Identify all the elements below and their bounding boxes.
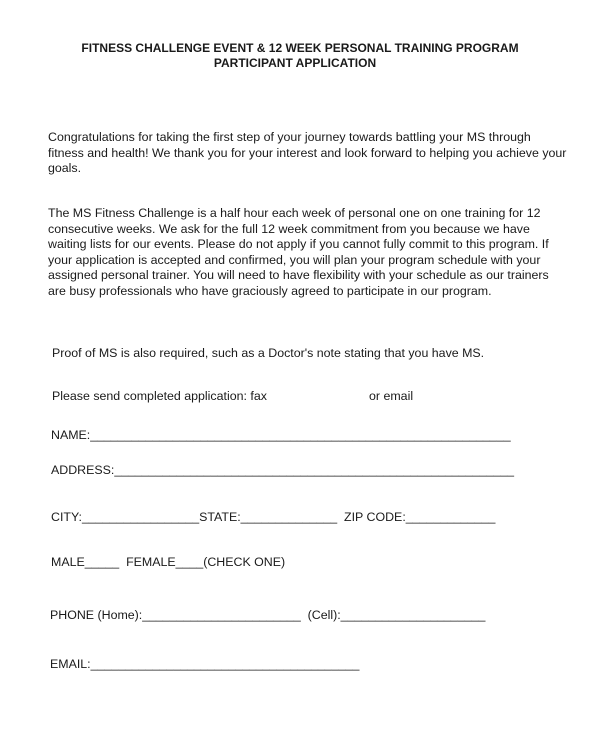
name-field[interactable]: NAME:_____________________________________________________________ bbox=[51, 428, 511, 442]
program-paragraph: The MS Fitness Challenge is a half hour each week of personal one on one training for 12 consecutive weeks. We ask for the full 12 week commitment from you because we have waiting lists for our events. Please do not apply if you cannot fully commit to this program. If your application is accepted and confirmed, you will plan your program schedule with your assigned personal trainer. You will need to have flexibility with your schedule as our trainers are busy professionals who have graciously agreed to participate in our program. bbox=[48, 206, 549, 298]
address-field[interactable]: ADDRESS:__________________________________________________________ bbox=[51, 463, 515, 477]
or-email-label: or email bbox=[369, 389, 414, 403]
intro-paragraph: Congratulations for taking the first step of your journey towards battling your MS through fitness and health! We thank you for your interest and look forward to helping you achieve your goals. bbox=[48, 130, 567, 175]
send-application-label: Please send completed application: fax bbox=[52, 389, 267, 403]
form-title-line-2: PARTICIPANT APPLICATION bbox=[213, 56, 377, 70]
proof-of-ms-note: Proof of MS is also required, such as a Doctor's note stating that you have MS. bbox=[52, 346, 485, 360]
phone-fields[interactable]: PHONE (Home):_______________________ (Cell):_____________________ bbox=[50, 608, 486, 622]
sex-check-field[interactable]: MALE_____ FEMALE____(CHECK ONE) bbox=[51, 555, 286, 569]
email-field[interactable]: EMAIL:_______________________________________ bbox=[50, 657, 360, 671]
form-title-line-1: FITNESS CHALLENGE EVENT & 12 WEEK PERSONAL TRAINING PROGRAM bbox=[81, 41, 519, 55]
city-state-zip-fields[interactable]: CITY:_________________STATE:______________ ZIP CODE:_____________ bbox=[51, 510, 496, 524]
